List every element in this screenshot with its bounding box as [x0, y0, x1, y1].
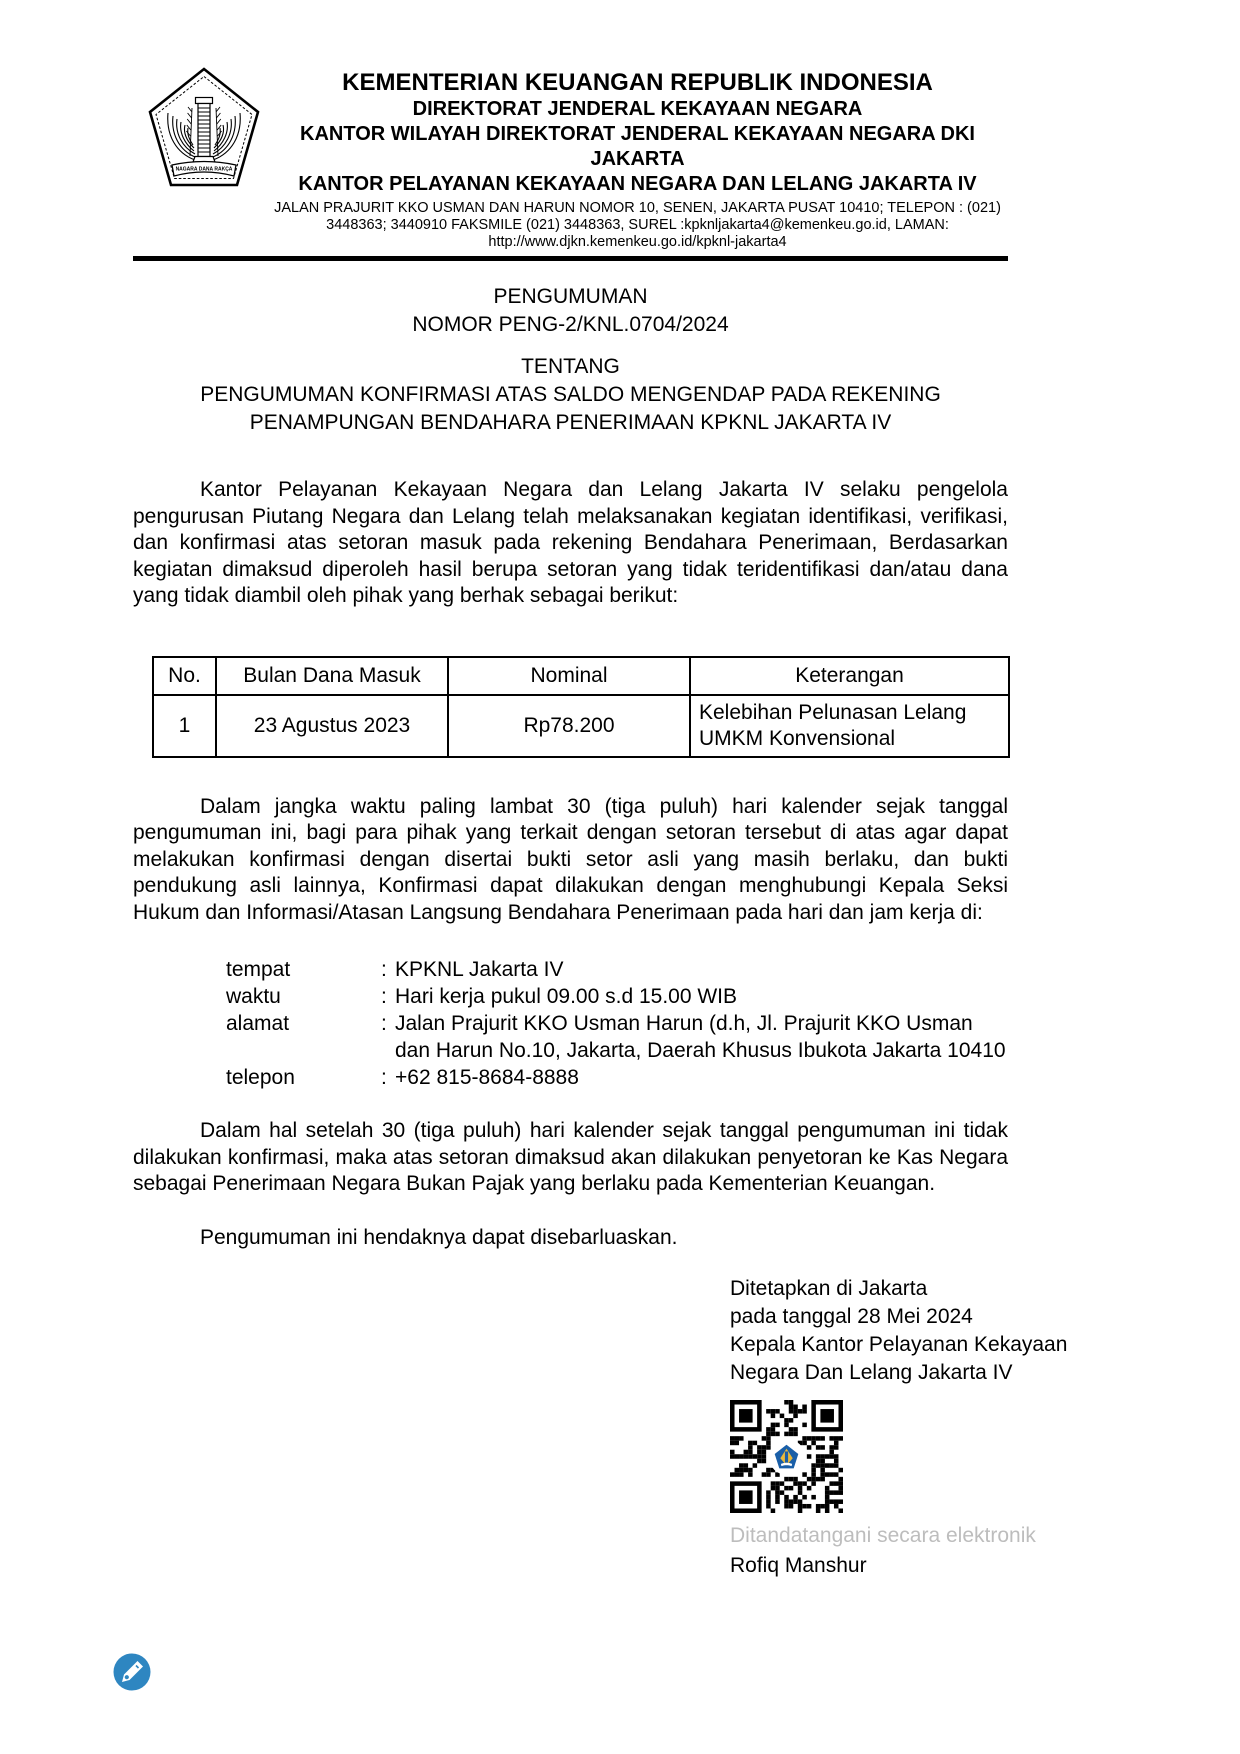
document-title-block — [133, 283, 1008, 437]
about-label: TENTANG — [521, 355, 620, 378]
contact-row-alamat — [226, 1010, 1008, 1064]
office-address-line2: 3448363; 3440910 FAKSMILE (021) 3448363, SUREL :kpknljakarta4@kemenkeu.go.id, LAMAN: — [326, 217, 949, 233]
contact-label: alamat — [226, 1012, 290, 1035]
cell-keterangan: Kelebihan Pelunasan Lelang UMKM Konvensional — [690, 695, 1009, 757]
col-header-nominal: Nominal — [448, 657, 690, 695]
col-header-keterangan: Keterangan — [690, 657, 1009, 695]
bsre-esign-icon — [112, 1652, 152, 1692]
office-address-line1: JALAN PRAJURIT KKO USMAN DAN HARUN NOMOR 10, SENEN, JAKARTA PUSAT 10410; TELEPON : (021) — [274, 200, 1001, 216]
paragraph-deadline: Dalam hal setelah 30 (tiga puluh) hari kalender sejak tanggal pengumuman ini tidak dilakukan konfirmasi, maka atas setoran dimaksud akan dilakukan penyetoran ke Kas Negara sebagai Penerimaan Negara Bukan Pajak yang berlaku pada Kementerian Keuangan. — [133, 1119, 1008, 1195]
contact-value: KPKNL Jakarta IV — [395, 958, 564, 981]
contact-colon: : — [381, 1012, 387, 1035]
paragraph-closing: Pengumuman ini hendaknya dapat disebarluaskan. — [200, 1225, 678, 1249]
cell-nominal: Rp78.200 — [448, 695, 690, 757]
contact-label: telepon — [226, 1066, 295, 1089]
logo-banner-text: NAGARA DANA RAKÇA — [175, 166, 233, 173]
table-row — [153, 695, 1009, 757]
document-number: NOMOR PENG-2/KNL.0704/2024 — [412, 313, 729, 336]
qr-code — [730, 1400, 843, 1513]
regional-office-line1: KANTOR WILAYAH DIREKTORAT JENDERAL KEKAYAAN NEGARA DKI — [300, 123, 975, 145]
subject-line2: PENAMPUNGAN BENDAHARA PENERIMAAN KPKNL JAKARTA IV — [249, 411, 892, 434]
contact-colon: : — [381, 1066, 387, 1089]
signer-name: Rofiq Manshur — [730, 1554, 867, 1577]
contact-value: Jalan Prajurit KKO Usman Harun (d.h, Jl. Prajurit KKO Usman dan Harun No.10, Jakarta, Daerah Khusus Ibukota Jakarta 10410 — [395, 1012, 1006, 1062]
signer-title-line1: Kepala Kantor Pelayanan Kekayaan — [730, 1333, 1068, 1356]
signer-title-line2: Negara Dan Lelang Jakarta IV — [730, 1361, 1013, 1384]
contact-row-telepon — [226, 1064, 1008, 1091]
contact-list — [133, 956, 1008, 1091]
letterhead-text — [267, 66, 1008, 251]
ministry-name: KEMENTERIAN KEUANGAN REPUBLIK INDONESIA — [342, 69, 933, 96]
office-name: KANTOR PELAYANAN KEKAYAAN NEGARA DAN LELANG JAKARTA IV — [298, 173, 977, 195]
col-header-no: No. — [153, 657, 216, 695]
signature-date: pada tanggal 28 Mei 2024 — [730, 1305, 973, 1328]
regional-office-line2: JAKARTA — [590, 148, 685, 170]
subject-line1: PENGUMUMAN KONFIRMASI ATAS SALDO MENGENDAP PADA REKENING — [200, 383, 941, 406]
contact-colon: : — [381, 958, 387, 981]
contact-value: +62 815-8684-8888 — [395, 1066, 579, 1089]
table-header-row — [153, 657, 1009, 695]
col-header-bulan: Bulan Dana Masuk — [216, 657, 448, 695]
qr-center-kemenkeu-logo-icon — [769, 1439, 805, 1475]
signature-block — [730, 1275, 1130, 1580]
contact-row-tempat — [226, 956, 1008, 983]
cell-bulan: 23 Agustus 2023 — [216, 695, 448, 757]
esign-note: Ditandatangani secara elektronik — [730, 1524, 1036, 1547]
document-type: PENGUMUMAN — [493, 285, 648, 308]
directorate-name: DIREKTORAT JENDERAL KEKAYAAN NEGARA — [412, 98, 863, 120]
contact-row-waktu — [226, 983, 1008, 1010]
contact-label: waktu — [226, 985, 281, 1008]
contact-label: tempat — [226, 958, 291, 981]
contact-value: Hari kerja pukul 09.00 s.d 15.00 WIB — [395, 985, 738, 1008]
contact-colon: : — [381, 985, 387, 1008]
cell-no: 1 — [153, 695, 216, 757]
deposit-table — [152, 656, 1010, 758]
kemenkeu-logo-icon — [147, 66, 261, 188]
paragraph-confirmation: Dalam jangka waktu paling lambat 30 (tiga puluh) hari kalender sejak tanggal pengumuman ini, bagi para pihak yang terkait dengan setoran tersebut di atas agar dapat melakukan konfirmasi dengan disertai bukti setor asli yang masih berlaku, dan bukti pendukung asli lainnya, Konfirmasi dapat dilakukan dengan menghubungi Kepala Seksi Hukum dan Informasi/Atasan Langsung Bendahara Penerimaan pada hari dan jam kerja di: — [133, 794, 1008, 924]
paragraph-intro: Kantor Pelayanan Kekayaan Negara dan Lelang Jakarta IV selaku pengelola pengurusan Piutang Negara dan Lelang telah melaksanakan kegiatan identifikasi, verifikasi, dan konfirmasi atas setoran masuk pada rekening Bendahara Penerimaan, Berdasarkan kegiatan dimaksud diperoleh hasil berupa setoran yang tidak teridentifikasi dan/atau dana yang tidak diambil oleh pihak yang berhak sebagai berikut: — [133, 478, 1008, 607]
letterhead — [133, 66, 1008, 261]
title-spacer — [133, 339, 1008, 353]
office-website: http://www.djkn.kemenkeu.go.id/kpknl-jakarta4 — [488, 234, 787, 250]
signature-place: Ditetapkan di Jakarta — [730, 1277, 928, 1300]
